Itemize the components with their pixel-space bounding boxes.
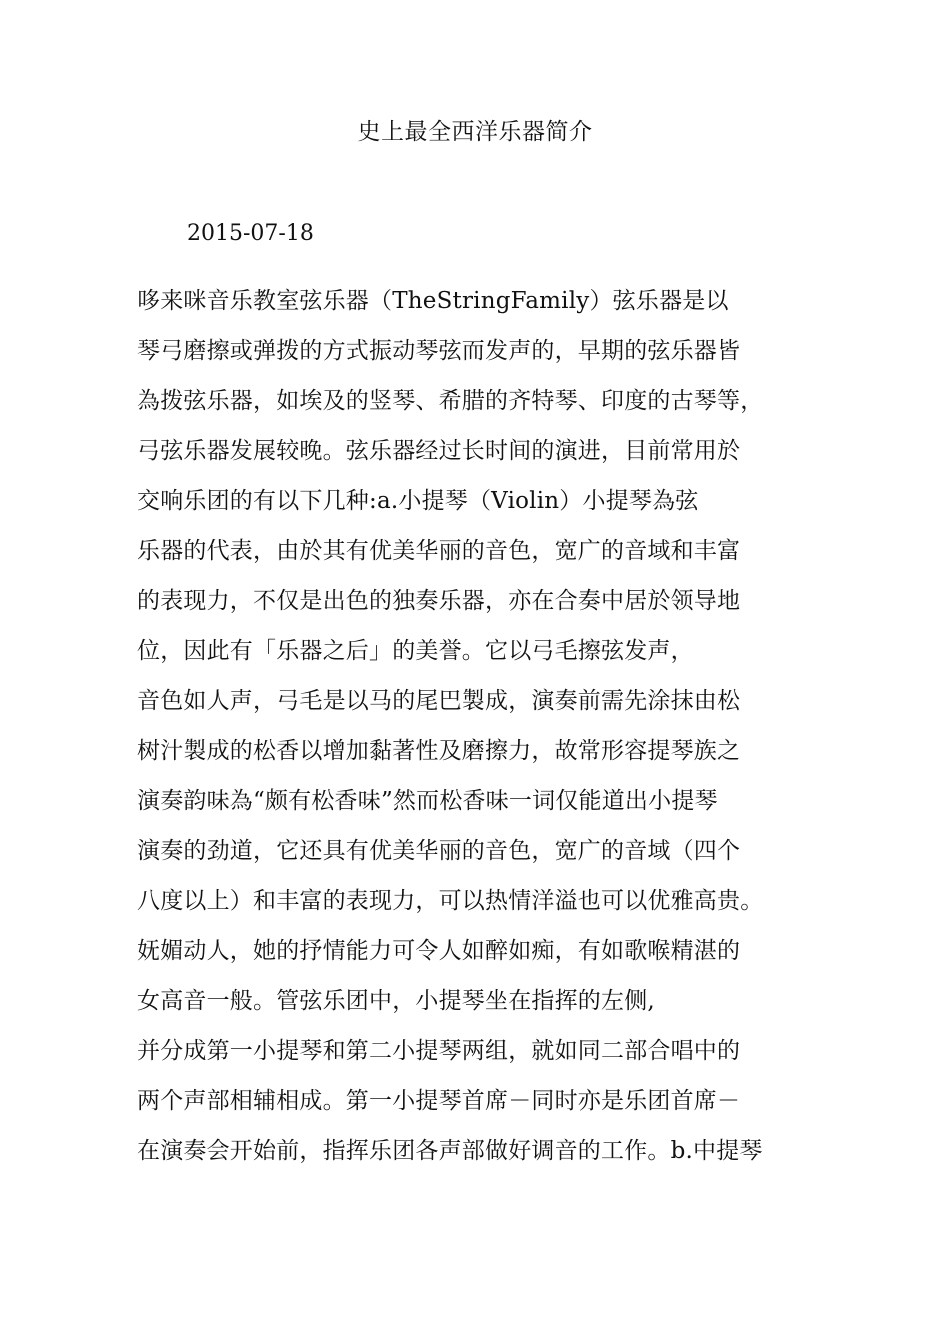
body-line: 树汁製成的松香以增加黏著性及磨擦力，故常形容提琴族之 (137, 738, 741, 764)
body-line: 演奏韵味為“颇有松香味”然而松香味一词仅能道出小提琴 (137, 788, 718, 814)
body-line: 妩媚动人，她的抒情能力可令人如醉如痴，有如歌喉精湛的 (137, 938, 741, 964)
body-line: 音色如人声，弓毛是以马的尾巴製成，演奏前需先涂抹由松 (137, 688, 741, 714)
body-line: 位，因此有「乐器之后」的美誉。它以弓毛擦弦发声， (137, 638, 694, 664)
body-line: 两个声部相辅相成。第一小提琴首席－同时亦是乐团首席－ (137, 1088, 741, 1114)
body-line: 八度以上）和丰富的表现力，可以热情洋溢也可以优雅高贵。 (137, 888, 764, 914)
body-line: 在演奏会开始前，指挥乐团各声部做好调音的工作。b.中提琴 (137, 1138, 763, 1164)
body-line: 的表现力，不仅是出色的独奏乐器，亦在合奏中居於领导地 (137, 588, 741, 614)
document-date: 2015-07-18 (187, 221, 314, 246)
document-title: 史上最全西洋乐器简介 (357, 119, 593, 145)
body-line: 為拨弦乐器，如埃及的竖琴、希腊的齐特琴、印度的古琴等， (137, 388, 764, 414)
body-line: 琴弓磨擦或弹拨的方式振动琴弦而发声的，早期的弦乐器皆 (137, 338, 741, 364)
body-line: 弓弦乐器发展较晚。弦乐器经过长时间的演进，目前常用於 (137, 438, 741, 464)
body-line: 哆来咪音乐教室弦乐器（TheStringFamily）弦乐器是以 (137, 288, 729, 314)
body-line: 并分成第一小提琴和第二小提琴两组，就如同二部合唱中的 (137, 1038, 741, 1064)
body-line: 女高音一般。管弦乐团中，小提琴坐在指挥的左侧, (137, 988, 655, 1014)
body-line: 演奏的劲道，它还具有优美华丽的音色，宽广的音域（四个 (137, 838, 741, 864)
body-line: 交响乐团的有以下几种:a.小提琴（Violin）小提琴為弦 (137, 488, 699, 514)
body-line: 乐器的代表，由於其有优美华丽的音色，宽广的音域和丰富 (137, 538, 741, 564)
document-body (137, 281, 837, 1181)
